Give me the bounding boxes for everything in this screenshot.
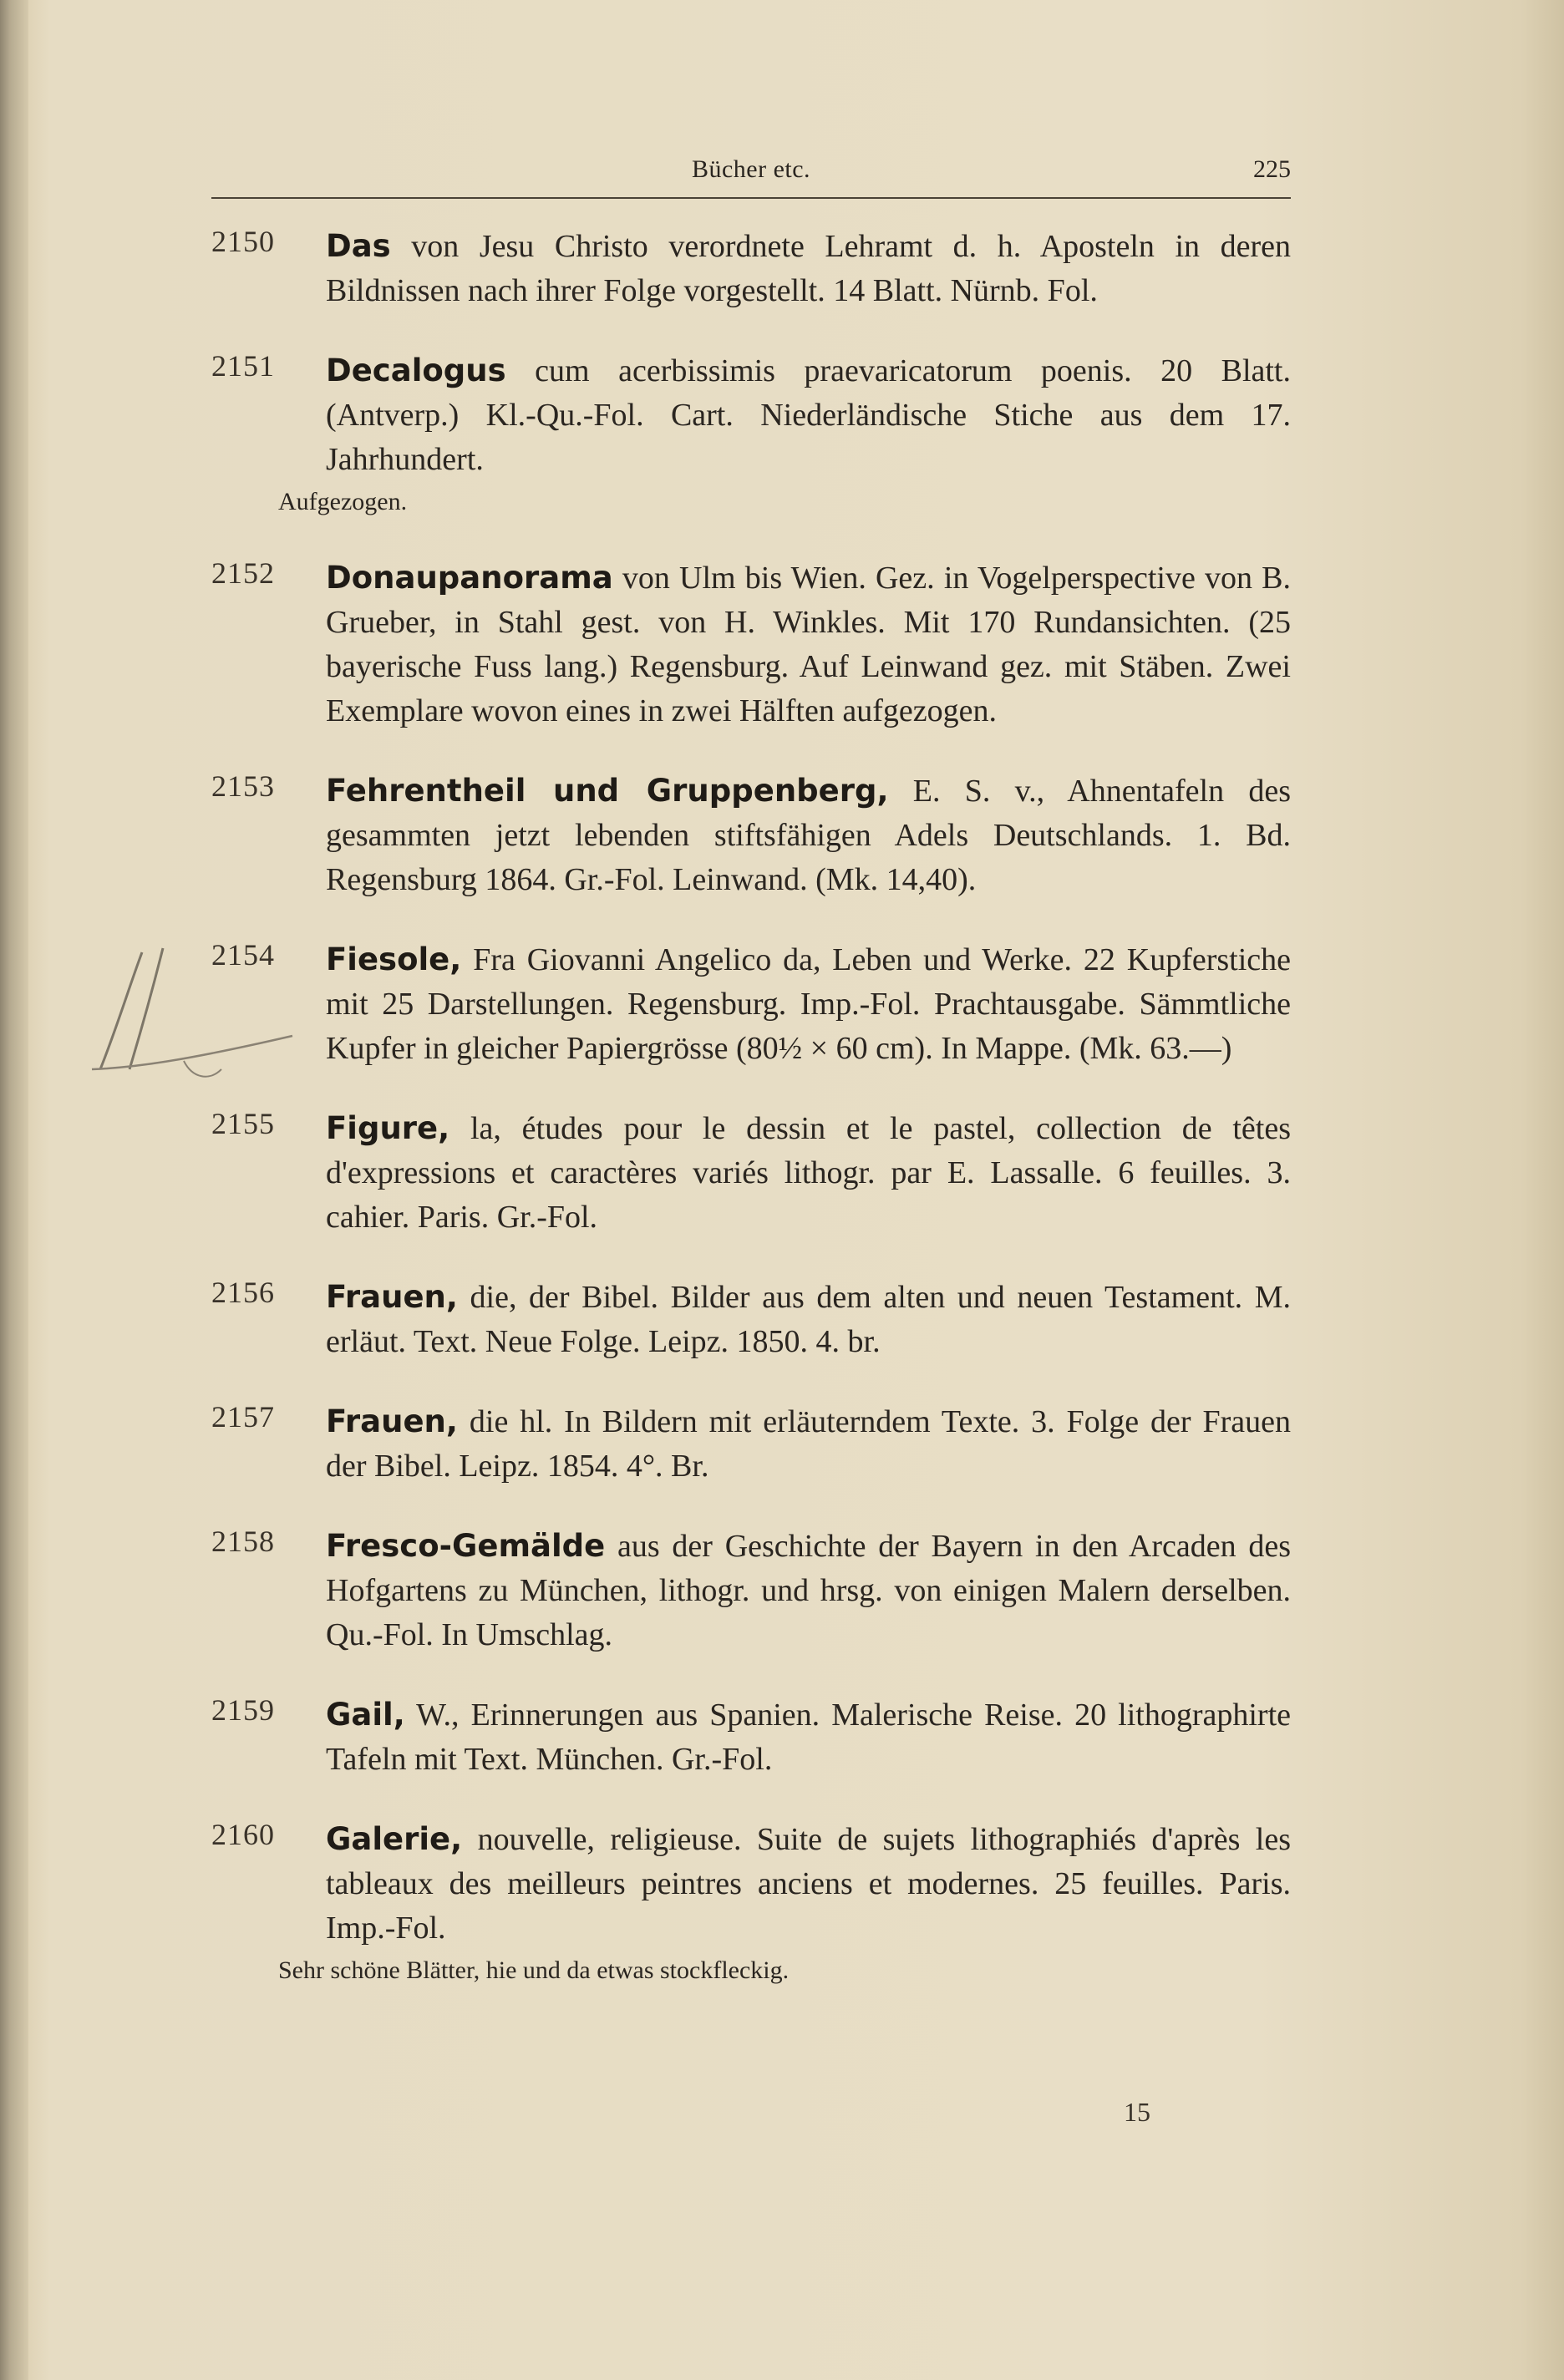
catalog-entry	[211, 224, 1291, 313]
entry-title: Fresco-Gemälde	[326, 1528, 606, 1564]
entry-title: Decalogus	[326, 353, 506, 388]
entry-number: 2151	[211, 349, 275, 383]
entry-description: von Jesu Christo verordnete Lehramt d. h. Aposteln in deren Bildnissen nach ihrer Folge vorgestellt. 14 Blatt. Nürnb. Fol.	[326, 229, 1291, 308]
page-header	[211, 155, 1291, 199]
entry-number: 2157	[211, 1400, 275, 1434]
entry-text	[326, 769, 1291, 902]
entry-description: die hl. In Bildern mit erläuterndem Texte. 3. Folge der Frauen der Bibel. Leipz. 1854. 4°. Br.	[326, 1404, 1291, 1484]
printer-signature-mark: 15	[1124, 2097, 1150, 2127]
entry-description: von Ulm bis Wien. Gez. in Vogelperspective von B. Grueber, in Stahl gest. von H. Winkles. Mit 170 Rundansichten. (25 bayerische Fuss lang.) Regensburg. Auf Leinwand gez. mit Stäben. Zwei Exemplare wovon eines in zwei Hälften aufgezogen.	[326, 561, 1291, 728]
entry-title: Fiesole,	[326, 941, 462, 977]
catalog-entries	[211, 224, 1291, 2024]
entry-description: Fra Giovanni Angelico da, Leben und Werke. 22 Kupferstiche mit 25 Darstellungen. Regensburg. Imp.-Fol. Prachtausgabe. Sämmtliche Kupfer in gleicher Papiergrösse (80½ × 60 cm). In Mappe. (Mk. 63.—)	[326, 942, 1291, 1066]
entry-number: 2152	[211, 556, 275, 590]
entry-number: 2153	[211, 769, 275, 803]
entry-text	[326, 1692, 1291, 1782]
entry-description: la, études pour le dessin et le pastel, collection de têtes d'expressions et caractères variés lithogr. par E. Lassalle. 6 feuilles. 3. cahier. Paris. Gr.-Fol.	[326, 1111, 1291, 1235]
entry-title: Donaupanorama	[326, 560, 613, 596]
entry-text	[326, 1399, 1291, 1489]
entry-number: 2158	[211, 1525, 275, 1558]
catalog-entry	[211, 1106, 1291, 1240]
catalog-entry	[211, 1399, 1291, 1489]
entry-number: 2160	[211, 1818, 275, 1851]
catalog-entry	[211, 1275, 1291, 1364]
entry-title: Das	[326, 228, 391, 264]
entry-title: Gail,	[326, 1697, 405, 1733]
entry-text	[326, 937, 1291, 1071]
catalog-entry	[211, 937, 1291, 1071]
entry-title: Frauen,	[326, 1403, 458, 1439]
catalog-entry	[211, 1817, 1291, 1989]
entry-number: 2154	[211, 938, 275, 972]
entry-number: 2150	[211, 225, 275, 258]
entry-description: E. S. v., Ahnentafeln des gesammten jetzt lebenden stiftsfähigen Adels Deutschlands. 1. Bd. Regensburg 1864. Gr.-Fol. Leinwand. (Mk. 14,40).	[326, 774, 1291, 897]
catalog-entry	[211, 1524, 1291, 1657]
entry-text	[326, 1524, 1291, 1657]
entry-number: 2156	[211, 1276, 275, 1309]
entry-text	[326, 1275, 1291, 1364]
entry-number: 2159	[211, 1693, 275, 1727]
catalog-entry	[211, 769, 1291, 902]
running-title: Bücher etc.	[691, 155, 811, 183]
catalog-entry	[211, 1692, 1291, 1782]
book-binding-edge	[0, 0, 28, 2380]
entry-note: Sehr schöne Blätter, hie und da etwas stockfleckig.	[278, 1956, 790, 1984]
entry-description: die, der Bibel. Bilder aus dem alten und neuen Testament. M. erläut. Text. Neue Folge. Leipz. 1850. 4. br.	[326, 1280, 1291, 1359]
entry-title: Fehrentheil und Gruppenberg,	[326, 773, 889, 809]
catalog-entry	[211, 556, 1291, 733]
entry-description: nouvelle, religieuse. Suite de sujets lithographiés d'après les tableaux des meilleurs peintres anciens et modernes. 25 feuilles. Paris. Imp.-Fol.	[326, 1822, 1291, 1946]
entry-title: Frauen,	[326, 1279, 458, 1315]
entry-description: cum acerbissimis praevaricatorum poenis. 20 Blatt. (Antverp.) Kl.-Qu.-Fol. Cart. Niederländische Stiche aus dem 17. Jahrhundert.	[326, 353, 1291, 477]
catalog-entry	[211, 348, 1291, 520]
entry-note: Aufgezogen.	[278, 488, 408, 515]
entry-text	[326, 348, 1291, 482]
entry-description: W., Erinnerungen aus Spanien. Malerische Reise. 20 lithographirte Tafeln mit Text. München. Gr.-Fol.	[326, 1697, 1291, 1777]
entry-description: aus der Geschichte der Bayern in den Arcaden des Hofgartens zu München, lithogr. und hrsg. von einigen Malern derselben. Qu.-Fol. In Umschlag.	[326, 1529, 1291, 1652]
entry-text	[326, 556, 1291, 733]
page-number: 225	[1253, 155, 1291, 183]
entry-text	[326, 1817, 1291, 1951]
entry-title: Figure,	[326, 1110, 450, 1146]
entry-text	[326, 1106, 1291, 1240]
entry-number: 2155	[211, 1107, 275, 1140]
entry-title: Galerie,	[326, 1821, 463, 1857]
entry-text	[326, 224, 1291, 313]
